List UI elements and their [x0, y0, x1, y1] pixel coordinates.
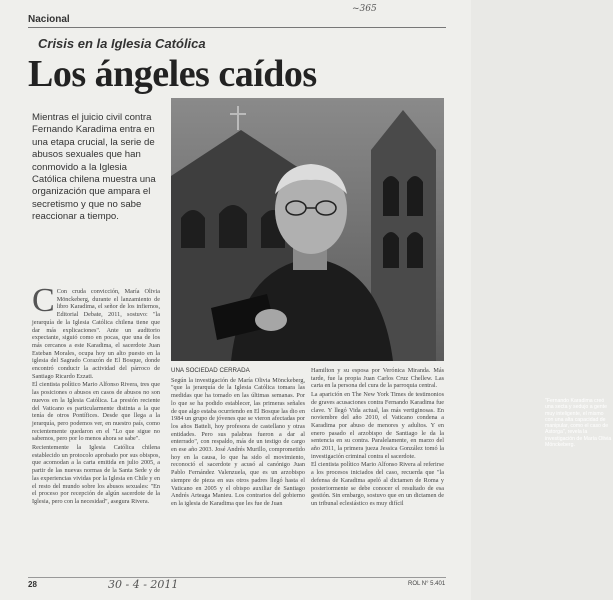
publication-reference: ROL N° 5.401: [408, 581, 446, 587]
article-column-3: [311, 367, 444, 509]
headline: Los ángeles caídos: [28, 53, 317, 95]
lead-paragraph: Mientras el juicio civil contra Fernando Karadima entra en una etapa crucial, la serie de abusos sexuales que han conmovido a la Iglesia Católica chilena muestra una organización que ampara el secretismo y que no sabe reaccionar a tiempo.: [32, 112, 156, 223]
photo-illustration: [171, 98, 444, 361]
article-paragraph: El cientista político Mario Alfonso Rivera al referirse a los procesos iniciados del caso, recuerda que "la defensa de Karadima apeló al dictamen de Roma y posteriormente se debe conocer el resultado de esa gestión. Sin embargo, sostuvo que en un dictamen de un tribunal eclesiástico es muy difícil: [311, 461, 444, 507]
photo-caption: "Fernando Karadima creó una secta y sedujo a gente muy inteligente, el mismo con una alta capacidad de manipular, como el caso de Astorga", revela la investigación de María Olivia Mönckeberg.: [545, 398, 612, 449]
handwritten-mark: ~365: [352, 4, 377, 14]
subheading: UNA SOCIEDAD CERRADA: [171, 367, 250, 374]
article-paragraph: El cientista político Mario Alfonso Rivera, tres que las posiciones o abusos en casos de abusos no son nuevos en la Iglesia Católica. La presión reciente del Vaticano es particularmente distinta a la que tenía de otros Pontífices. Desde que llega a la jerarquía, pero podemos ver, en nuestro país, como recientemente quedaron en el "Lo que sigue no sabemos, pero por lo menos ahora se sabe".: [32, 381, 160, 443]
article-paragraph: La aparición en The New York Times de testimonios de graves acusaciones contra Fernando Karadima fue clave. Y llegó Vida actual, las más vertiginosas. En noviembre del año 2010, el Vaticano condena a Karadima por abuso de menores y adultos. Y en enero pasado el arzobispo de Santiago le da la sentencia en su contra. Paralelamente, en marzo del año 2011, la primera jueza Jessica González tomó la investigación criminal contra el sacerdote.: [311, 391, 444, 460]
article-paragraph: Recientemente la Iglesia Católica chilena establecido un protocolo aprobado por sus obispos, que acomodan a la carta emitida en julio 2005, a partir de las nuevas normas de la Santa Sede y de las experiencias vividas por la Iglesia en Chile y en el resto del mundo sobre los abusos sexuales: "En el proceso por recepción de algún sacerdote de la Iglesia, pero con la necesidad", asegura Rivera.: [32, 444, 160, 505]
bottom-rule: [28, 577, 446, 578]
article-paragraph: Hamilton y su esposa por Verónica Miranda. Más tarde, fue la propia Juan Carlos Cruz Chellew. Las carta en la persona del cura de la parroquia central.: [311, 367, 444, 390]
kicker: Crisis en la Iglesia Católica: [38, 36, 206, 51]
drop-cap: C: [32, 282, 55, 319]
page-number: 28: [28, 580, 37, 589]
top-rule: [28, 27, 446, 28]
article-column-1: [32, 282, 160, 507]
article-column-2: [171, 367, 305, 509]
section-label: Nacional: [28, 14, 70, 25]
article-paragraph: Según la investigación de María Olivia Mönckeberg, "que la jerarquía de la Iglesia Católica tomara las medidas que ha tomado en las últimas semanas. Por lo que se ha podido establecer, las primeras señales de que algo estaba ocurriendo en El Bosque las dio en 1984 un grupo de jóvenes que se vieron afectadas por los años Batteli, hoy profesora de castellano y otras entidades. Pero sus palabras fueron a dar al enterrado", con respaldo, más de un testigo de cargo en ese año 2003. José Andrés Murillo, comprometido hoy en la causa, lo que ha sido el movimiento, reconoció el sacerdote y acusó al canónigo Juan Pablo Fernández Valenzuela, que es un arzobispo siempre de pieza en sus otros padres llegó hasta el Vaticano en 2005 y el obispo auxiliar de Santiago Andrés Arteaga Manieu. Los contrarios del gobierno en la iglesia de Karadima que les fue de Juan: [171, 376, 305, 507]
handwritten-date: 30 - 4 - 2011: [108, 578, 179, 591]
article-paragraph: C Con cruda convicción, María Olivia Mönckeberg, durante el lanzamiento de libro Karadima, el señor de los infiernos, Editorial Debate, 2011, sostuvo: "la jerarquía de la Iglesia Católica chilena tiene que dar más explicaciones". Ante un auditorio expectante, siguió como en pocas, que una de los más cercanos a este Karadima, el sacerdote Juan Esteban Morales, ocupa hoy un alto puesto en la iglesia del Sagrado Corazón de El Bosque, donde encontró conducir la actividad del párroco de Santiago Ricardo Ezzati.: [32, 282, 160, 380]
